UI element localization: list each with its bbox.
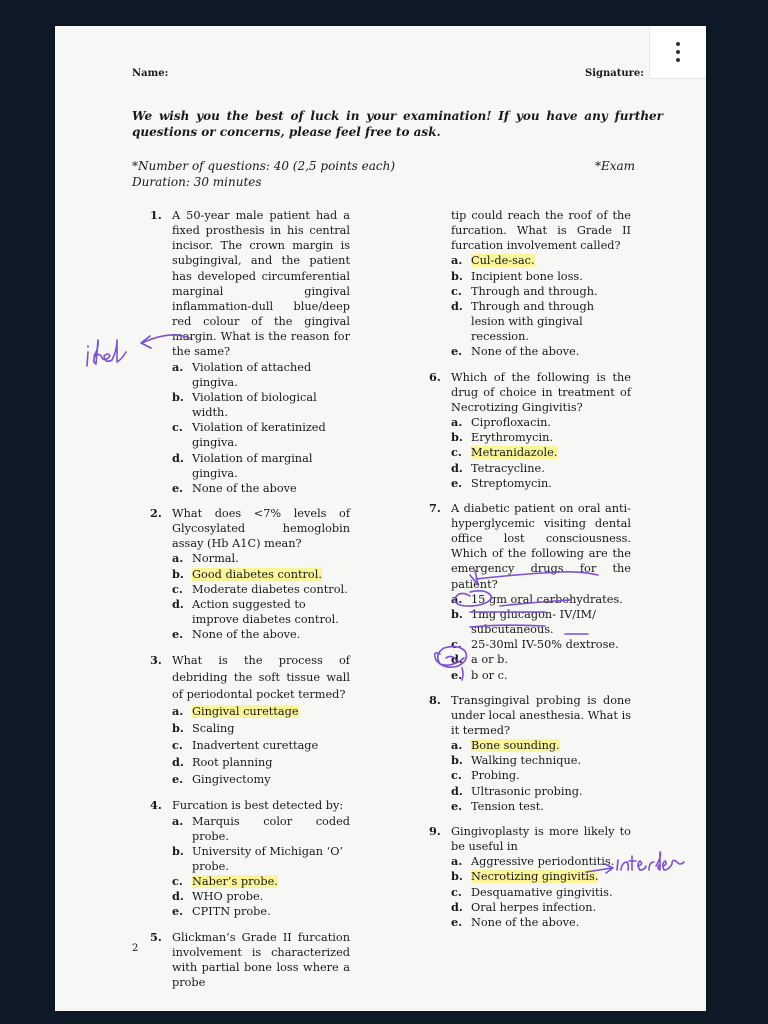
more-options-button[interactable] <box>649 26 706 79</box>
option-3a-highlighted: a. Gingival curettage <box>172 704 299 719</box>
question-text: Transgingival probing is done under local anesthesia. What is it termed? <box>451 693 631 737</box>
question-7 <box>429 501 631 683</box>
option-6d: d. Tetracycline. <box>451 460 545 475</box>
exam-label: *Exam <box>594 159 635 173</box>
question-number: 2. <box>150 505 162 520</box>
number-of-questions: *Number of questions: 40 (2,5 points each) <box>132 159 396 173</box>
option-8e: e. Tension test. <box>451 798 544 813</box>
option-3d: d. Root planning <box>172 755 273 770</box>
option-5d: d. Through and through lesion with gingival recession. <box>451 298 595 344</box>
option-3b: b. Scaling <box>172 721 235 736</box>
exam-page <box>55 26 706 1011</box>
question-5 <box>150 930 350 991</box>
option-1b: b. Violation of biological width. <box>172 389 317 420</box>
option-4b: b. University of Michigan ‘O’ probe. <box>172 843 344 873</box>
option-2e: e. None of the above. <box>172 627 301 642</box>
page-number: 2 <box>132 943 139 954</box>
question-2 <box>150 506 350 642</box>
option-9e: e. None of the above. <box>451 914 580 929</box>
question-number: 8. <box>429 692 441 707</box>
question-text-part1: Glickman’s Grade II furcation involvement is characterized with partial bone loss where a probe <box>172 930 350 990</box>
question-6 <box>429 370 631 491</box>
duration: Duration: 30 minutes <box>132 175 262 189</box>
option-2a: a. Normal. <box>172 551 239 566</box>
option-4c-highlighted: c. Naber’s probe. <box>172 874 278 889</box>
option-3e: e. Gingivectomy <box>172 772 271 787</box>
question-text: What does <7% levels of Glycosylated hemoglobin assay (Hb A1C) mean? <box>172 506 350 551</box>
question-number: 9. <box>429 823 441 838</box>
option-9b-highlighted: b. Necrotizing gingivitis. <box>451 869 599 884</box>
question-number: 5. <box>150 929 162 944</box>
option-6a: a. Ciprofloxacin. <box>451 415 551 430</box>
more-vertical-icon <box>676 42 680 46</box>
question-number: 1. <box>150 208 162 222</box>
option-6b: b. Erythromycin. <box>451 430 553 445</box>
option-5c: c. Through and through. <box>451 283 598 298</box>
question-text: Gingivoplasty is more likely to be useful in <box>451 824 631 854</box>
left-column <box>150 208 350 1000</box>
option-9d: d. Oral herpes infection. <box>451 899 597 914</box>
option-8a-highlighted: a. Bone sounding. <box>451 738 560 753</box>
question-1 <box>150 208 350 496</box>
option-8c: c. Probing. <box>451 768 520 783</box>
question-number: 4. <box>150 798 162 813</box>
option-1c: c. Violation of keratinized gingiva. <box>172 420 326 450</box>
option-5a-highlighted: a. Cul-de-sac. <box>451 253 535 268</box>
signature-label: Signature: <box>585 68 644 79</box>
option-2b-highlighted: b. Good diabetes control. <box>172 566 322 581</box>
option-2c: c. Moderate diabetes control. <box>172 581 348 596</box>
option-9a: a. Aggressive periodontitis. <box>451 854 615 869</box>
option-1e: e. None of the above <box>172 480 297 495</box>
option-7e: e. b or c. <box>451 667 508 682</box>
option-6c-highlighted: c. Metranidazole. <box>451 445 558 460</box>
question-text: A diabetic patient on oral anti-hyperglycemic visiting dental office lost consciousness. Which of the following are the emergency drugs for the patient? <box>451 501 631 591</box>
question-number: 7. <box>429 500 441 515</box>
option-8b: b. Walking technique. <box>451 753 582 768</box>
question-3 <box>150 652 350 788</box>
option-2d: d. Action suggested to improve diabetes control. <box>172 596 339 627</box>
option-5e: e. None of the above. <box>451 344 580 359</box>
option-4a: a. Marquis color coded probe. <box>172 813 350 843</box>
option-8d: d. Ultrasonic probing. <box>451 783 583 798</box>
question-number: 3. <box>150 653 162 668</box>
question-9 <box>429 824 631 930</box>
option-4d: d. WHO probe. <box>172 889 264 904</box>
right-column <box>429 208 631 940</box>
question-4 <box>150 798 350 919</box>
option-7d: d. a or b. <box>451 652 508 667</box>
greeting-text: We wish you the best of luck in your examination! If you have any further questions or concerns, please feel free to ask. <box>132 109 663 139</box>
option-6e: e. Streptomycin. <box>451 475 552 490</box>
option-7b: b. 1mg glucagon- IV/IM/ subcutaneous. <box>451 606 596 637</box>
question-5-continued <box>429 208 631 360</box>
exam-meta <box>132 158 635 190</box>
question-text: Which of the following is the drug of choice in treatment of Necrotizing Gingivitis? <box>451 370 631 414</box>
option-3c: c. Inadvertent curettage <box>172 738 319 753</box>
question-8 <box>429 693 631 814</box>
option-7a: a. 15 gm oral carbohydrates. <box>451 591 623 606</box>
question-text: A 50-year male patient had a fixed prosthesis in his central incisor. The crown margin is subgingival, and the patient has developed circumferential marginal gingival inflammation-dull blue/deep red colour of the gingival margin. What is the reason for the same? <box>172 209 350 359</box>
question-number: 6. <box>429 369 441 384</box>
option-5b: b. Incipient bone loss. <box>451 268 583 283</box>
option-1a: a. Violation of attached gingiva. <box>172 359 312 389</box>
option-7c: c. 25-30ml IV-50% dextrose. <box>451 637 619 652</box>
question-text: Furcation is best detected by: <box>172 799 344 813</box>
option-9c: c. Desquamative gingivitis. <box>451 884 613 899</box>
question-text: What is the process of debriding the soft tissue wall of periodontal pocket termed? <box>172 654 350 702</box>
option-1d: d. Violation of marginal gingiva. <box>172 450 313 480</box>
name-label: Name: <box>132 68 169 79</box>
question-text-part2: tip could reach the roof of the furcation. What is Grade II furcation involvement called? <box>451 209 631 253</box>
option-4e: e. CPITN probe. <box>172 904 271 919</box>
